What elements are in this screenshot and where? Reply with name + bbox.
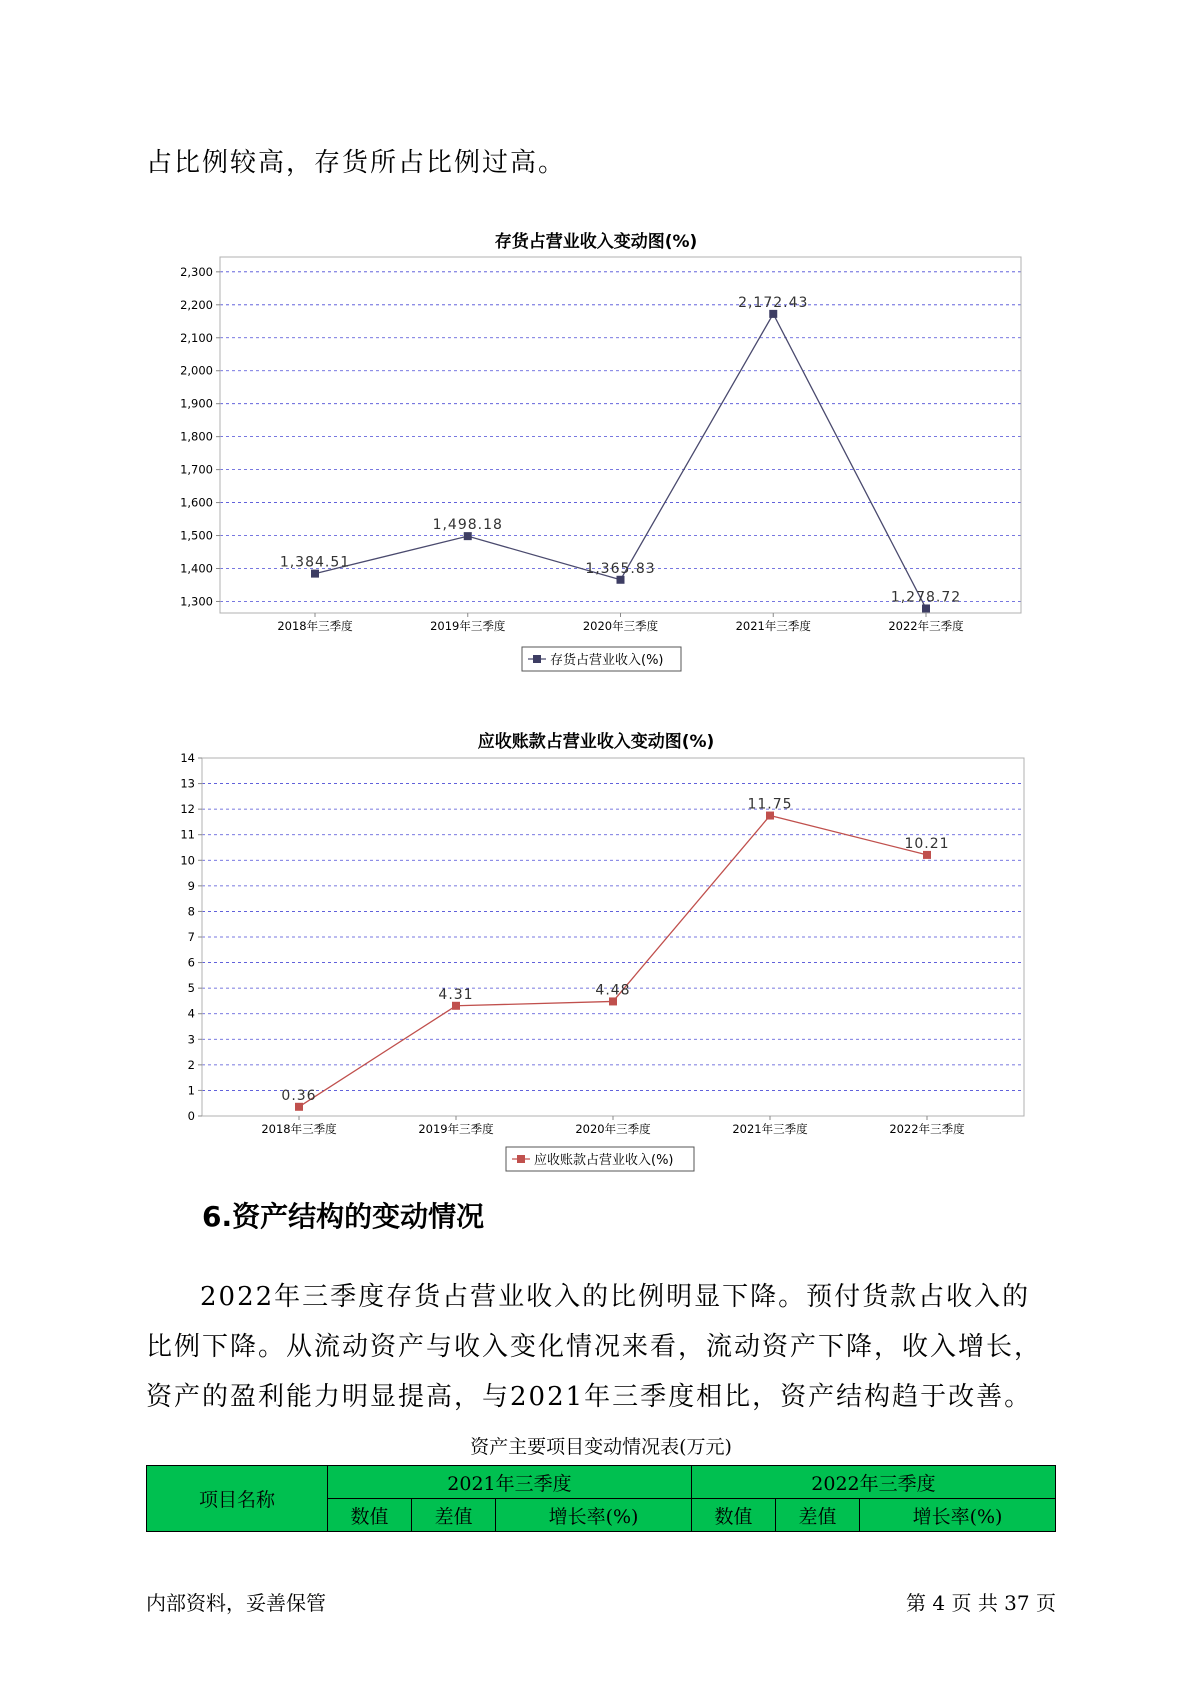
y-tick-label: 5 [187,981,195,996]
x-tick-label: 2021年三季度 [735,619,811,633]
sub-header-difference: 差值 [776,1499,860,1532]
chart-title: 存货占营业收入变动图(%) [494,232,698,252]
data-label: 1,365.83 [585,560,656,577]
table-caption: 资产主要项目变动情况表(万元) [470,1436,732,1458]
y-tick-label: 2,200 [180,297,213,312]
data-point [295,1103,303,1111]
item-name-header: 项目名称 [147,1466,328,1532]
x-tick-label: 2019年三季度 [430,619,506,633]
data-label: 1,384.51 [279,554,351,571]
legend [506,1147,694,1171]
y-tick-label: 4 [187,1006,195,1021]
data-label: 10.21 [904,835,950,852]
series-line [299,816,927,1107]
x-tick-label: 2019年三季度 [418,1122,494,1136]
footer-confidential: 内部资料，妥善保管 [146,1591,326,1615]
sub-header-value: 数值 [328,1499,412,1532]
asset-table [146,1465,1056,1532]
y-tick-label: 1,300 [180,594,213,609]
data-point [609,997,617,1005]
chart-title: 应收账款占营业收入变动图(%) [477,732,715,752]
section-heading: 6.资产结构的变动情况 [202,1200,485,1233]
data-label: 2,172.43 [738,294,809,311]
x-tick-label: 2020年三季度 [575,1122,651,1136]
legend-label: 应收账款占营业收入(%) [534,1153,674,1168]
data-label: 0.36 [281,1087,317,1104]
sub-header-growth: 增长率(%) [496,1499,692,1532]
footer-page-number: 第 4 页 共 37 页 [906,1591,1056,1615]
y-tick-label: 14 [180,751,195,765]
y-tick-label: 1 [187,1083,195,1098]
y-tick-label: 1,800 [180,429,213,444]
x-tick-label: 2022年三季度 [889,1122,965,1136]
y-tick-label: 10 [180,853,195,868]
y-tick-label: 8 [187,904,195,919]
y-tick-label: 1,500 [180,528,213,543]
data-label: 4.48 [595,982,631,999]
y-tick-label: 2 [187,1057,195,1072]
y-tick-label: 7 [187,930,195,944]
sub-header-difference: 差值 [412,1499,496,1532]
data-label: 1,278.72 [890,589,962,606]
y-tick-label: 2,000 [180,363,213,378]
data-label: 11.75 [747,796,793,813]
x-tick-label: 2021年三季度 [732,1122,808,1136]
x-tick-label: 2020年三季度 [582,619,659,633]
sub-header-value: 数值 [691,1499,775,1532]
x-tick-label: 2018年三季度 [261,1122,337,1136]
data-point [766,812,774,820]
y-tick-label: 6 [187,955,195,970]
y-tick-label: 13 [180,776,195,791]
y-tick-label: 12 [180,802,195,817]
y-tick-label: 1,900 [180,396,213,411]
y-tick-label: 1,600 [180,495,213,510]
group-header-2021: 2021年三季度 [328,1466,692,1499]
data-point [452,1002,460,1010]
y-tick-label: 1,700 [180,462,213,477]
data-label: 4.31 [438,986,474,1003]
group-header-2022: 2022年三季度 [691,1466,1055,1499]
legend-label: 存货占营业收入(%) [550,653,664,668]
y-tick-label: 1,400 [180,561,213,576]
sub-header-growth: 增长率(%) [860,1499,1056,1532]
y-tick-label: 0 [187,1109,195,1123]
y-tick-label: 9 [187,878,195,893]
data-label: 1,498.18 [432,517,503,534]
body-paragraph: 2022年三季度存货占营业收入的比例明显下降。预付货款占收入的比例下降。从流动资产与收入变化情况来看，流动资产下降，收入增长，资产的盈利能力明显提高，与2021年三季度相比，资产结构趋于改善。 [146,1282,1043,1412]
data-point [923,851,931,859]
y-tick-label: 3 [187,1032,195,1047]
x-tick-label: 2022年三季度 [888,619,964,633]
y-tick-label: 2,100 [180,330,213,345]
x-tick-label: 2018年三季度 [277,619,353,633]
y-tick-label: 2,300 [180,264,213,279]
y-tick-label: 11 [180,827,195,842]
intro-paragraph: 占比例较高，存货所占比例过高。 [146,148,567,178]
